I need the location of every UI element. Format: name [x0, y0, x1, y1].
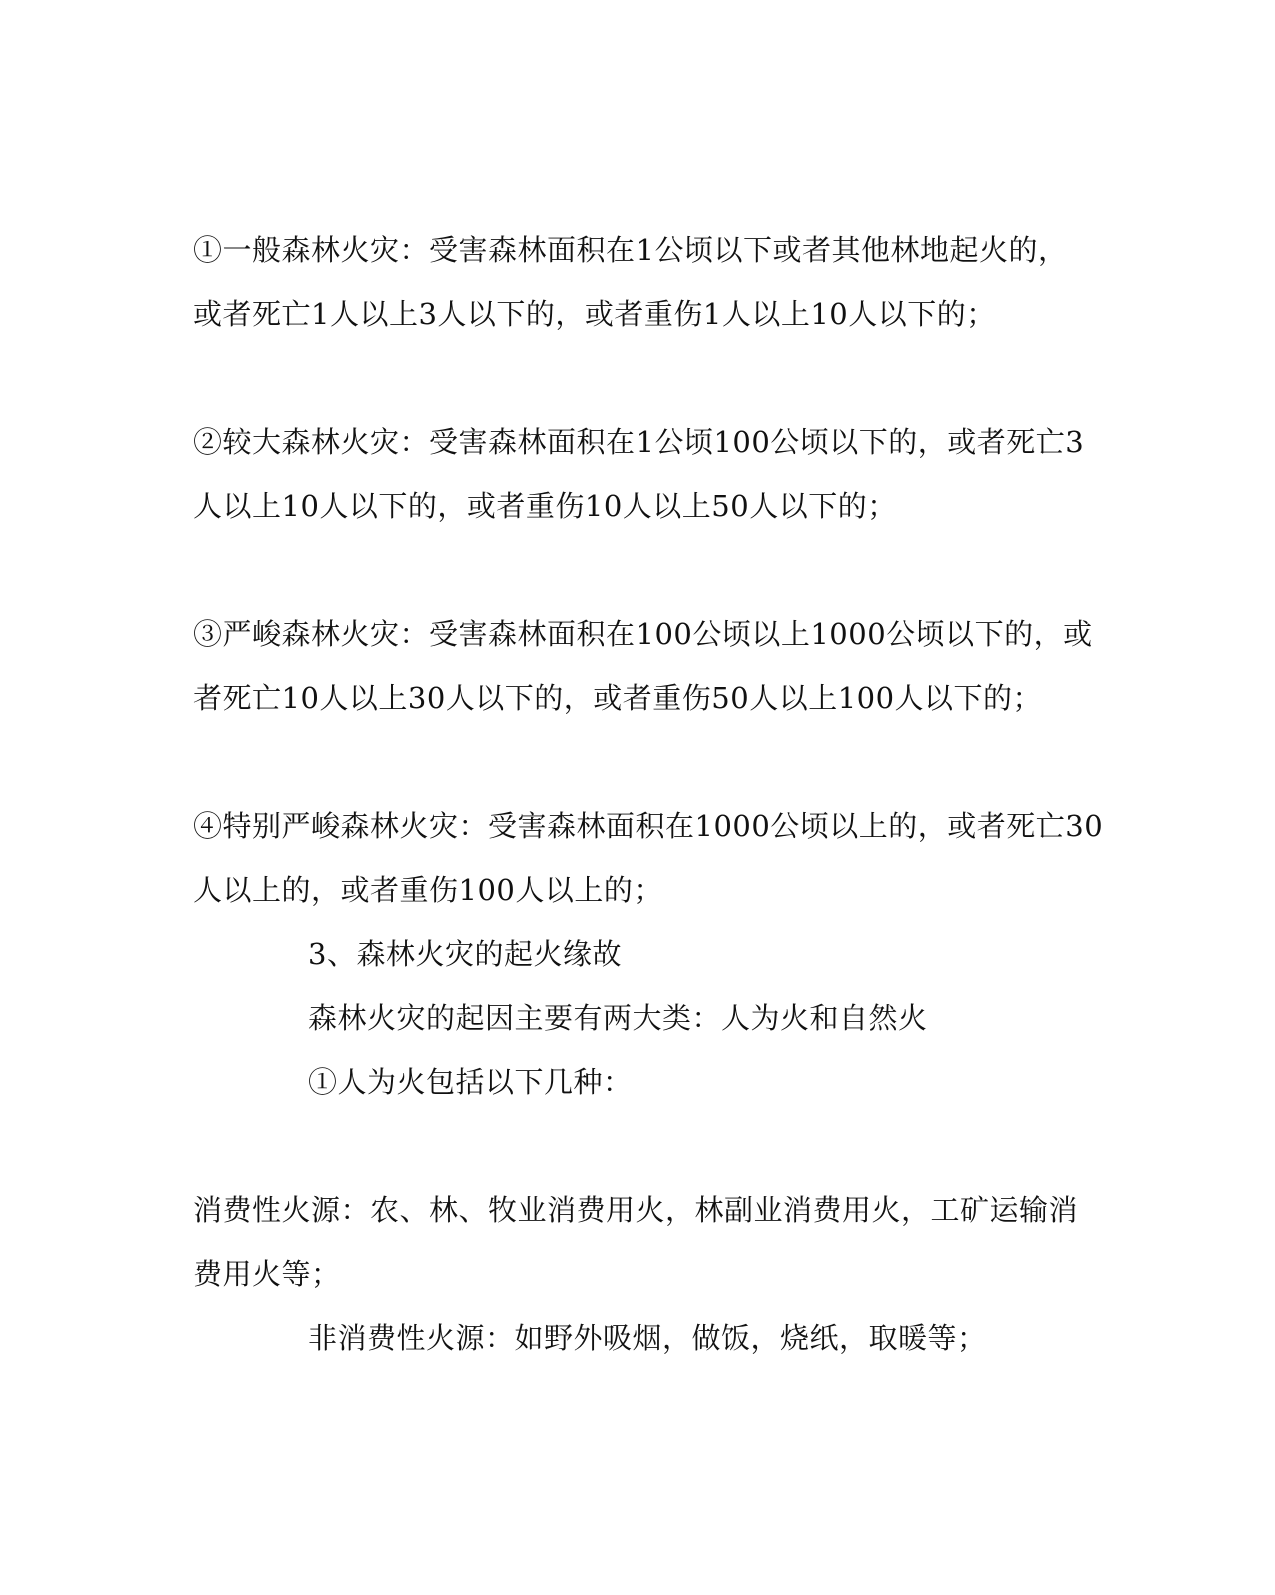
fire-level-1-line-2: 或者死亡1人以上3人以下的，或者重伤1人以上10人以下的； — [193, 297, 996, 331]
fire-level-1-line-1: ①一般森林火灾：受害森林面积在1公顷以下或者其他林地起火的， — [193, 233, 1068, 267]
section-heading: 3、森林火灾的起火缘故 — [308, 937, 622, 971]
fire-level-2-line-2: 人以上10人以下的，或者重伤10人以上50人以下的； — [193, 489, 897, 523]
fire-level-4-line-2: 人以上的，或者重伤100人以上的； — [193, 873, 663, 907]
production-fire-line-2: 费用火等； — [193, 1257, 341, 1291]
fire-level-3-line-2: 者死亡10人以上30人以下的，或者重伤50人以上100人以下的； — [193, 681, 1043, 715]
non-production-fire-line: 非消费性火源：如野外吸烟，做饭，烧纸，取暖等； — [308, 1321, 987, 1355]
human-fire-heading: ①人为火包括以下几种： — [308, 1065, 633, 1099]
fire-level-3-line-1: ③严峻森林火灾：受害森林面积在100公顷以上1000公顷以下的，或 — [193, 617, 1093, 651]
fire-level-2-line-1: ②较大森林火灾：受害森林面积在1公顷100公顷以下的，或者死亡3 — [193, 425, 1085, 459]
production-fire-line-1: 消费性火源：农、林、牧业消费用火，林副业消费用火，工矿运输消 — [193, 1193, 1079, 1227]
cause-summary: 森林火灾的起因主要有两大类：人为火和自然火 — [308, 1001, 928, 1035]
fire-level-4-line-1: ④特别严峻森林火灾：受害森林面积在1000公顷以上的，或者死亡30 — [193, 809, 1104, 843]
